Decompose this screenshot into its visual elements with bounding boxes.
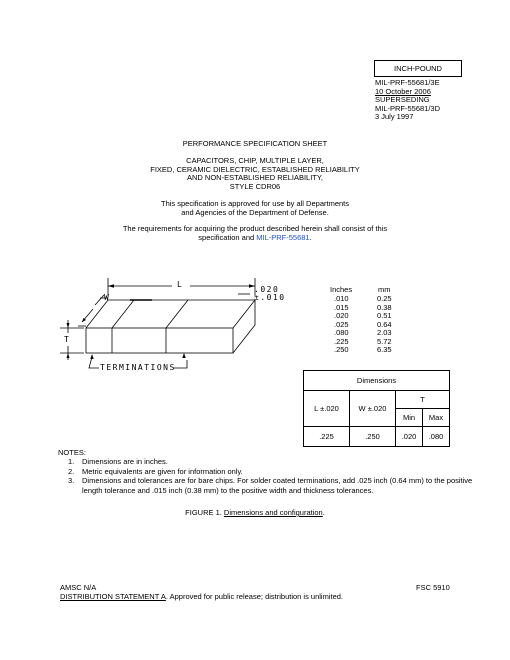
dimensions-table-title: Dimensions	[304, 371, 450, 391]
superseding-label: SUPERSEDING	[375, 95, 430, 104]
terminations-label: TERMINATIONS	[100, 363, 176, 372]
title-line-3: AND NON-ESTABLISHED RELIABILITY,	[186, 173, 323, 182]
document-id: MIL-PRF-55681/3E	[375, 78, 440, 87]
fsc-label: FSC 5910	[416, 583, 450, 592]
value-min: .020	[396, 427, 423, 447]
conversion-mm-value: 0.51	[377, 311, 392, 320]
title-line-1: CAPACITORS, CHIP, MULTIPLE LAYER,	[186, 156, 324, 165]
note-number: 3.	[68, 476, 75, 486]
note-number: 1.	[68, 457, 75, 467]
amsc-label: AMSC N/A	[60, 583, 97, 592]
conversion-mm-value: 0.38	[377, 302, 392, 312]
dimensions-table	[303, 370, 450, 447]
header-thickness: T	[396, 391, 450, 409]
thickness-label: T	[64, 335, 71, 344]
value-length: .225	[304, 427, 350, 447]
previous-document-date: 3 July 1997	[375, 112, 414, 121]
value-width: .250	[350, 427, 396, 447]
conversion-inches-value: .015	[334, 302, 349, 312]
note-text: Metric equivalents are given for information only.	[82, 466, 243, 476]
length-label: L	[177, 280, 184, 289]
conversion-inches-value: .250	[334, 345, 349, 354]
conversion-header-mm: mm	[378, 285, 391, 294]
title-line-4: STYLE CDR06	[229, 181, 281, 191]
conversion-inches-value: .225	[334, 336, 349, 346]
header-width: W ±.020	[350, 391, 396, 427]
sheet-title: PERFORMANCE SPECIFICATION SHEET	[182, 139, 328, 148]
header-max: Max	[423, 409, 450, 427]
header-min: Min	[396, 409, 423, 427]
distribution-statement: DISTRIBUTION STATEMENT A. Approved for public release; distribution is unlimited.	[60, 592, 344, 601]
tolerance-plus: .020	[254, 285, 280, 294]
chip-front-face	[86, 328, 233, 353]
conversion-inches-value: .010	[334, 294, 349, 303]
note-text: Dimensions and tolerances are for bare chips. For solder coated terminations, add .025 inch (0.64 mm) to the positive length tolerance and .015 inch (0.38 mm) to the positive width and thickness tolerances.	[82, 476, 473, 495]
approval-line-1: This specification is approved for use by all Departments	[160, 199, 349, 208]
value-max: .080	[423, 427, 450, 447]
conversion-header-inches: Inches	[330, 285, 353, 294]
title-line-2: FIXED, CERAMIC DIELECTRIC, ESTABLISHED RELIABILITY	[150, 164, 360, 174]
inch-pound-box: INCH-POUND	[374, 60, 462, 77]
spec-link[interactable]: MIL-PRF-55681	[256, 232, 310, 242]
conversion-mm-value: 6.35	[377, 345, 392, 354]
conversion-inches-value: .020	[334, 311, 349, 320]
document-date: 10 October 2006	[375, 86, 431, 96]
previous-document-id: MIL-PRF-55681/3D	[375, 103, 441, 113]
notes-heading: NOTES:	[58, 448, 86, 457]
note-text: Dimensions are in inches.	[82, 457, 168, 467]
figure-caption: FIGURE 1. Dimensions and configuration.	[185, 508, 325, 517]
conversion-mm-value: 5.72	[377, 336, 392, 346]
conversion-mm-value: 0.64	[377, 319, 392, 329]
conversion-mm-value: 2.03	[377, 328, 392, 337]
approval-line-2: and Agencies of the Department of Defense.	[181, 207, 329, 217]
conversion-mm-value: 0.25	[377, 294, 392, 303]
requirements-line-1: The requirements for acquiring the product described herein shall consist of this	[122, 224, 388, 233]
width-label: W	[104, 293, 111, 302]
note-number: 2.	[68, 466, 75, 476]
requirements-line-2: specification and MIL-PRF-55681.	[198, 232, 312, 242]
conversion-inches-value: .025	[334, 319, 349, 329]
header-length: L ±.020	[304, 391, 350, 427]
tolerance-minus: ±.010	[254, 293, 286, 302]
conversion-inches-value: .080	[334, 328, 349, 337]
